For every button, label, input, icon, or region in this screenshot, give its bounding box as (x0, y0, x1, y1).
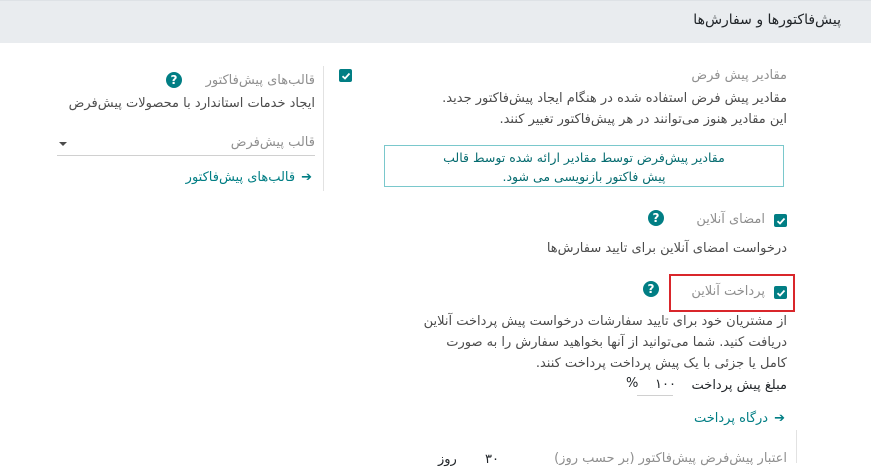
online-payment-line2: دریافت کنید. شما می‌توانید از آنها بخواهید سفارش را به صورت (446, 335, 787, 350)
column-divider (323, 66, 324, 191)
online-signature-help-icon[interactable]: ? (648, 210, 664, 226)
default-template-select[interactable] (57, 133, 315, 156)
default-values-title: مقادیر پیش فرض (691, 68, 787, 83)
online-payment-line3: کامل یا جزئی با یک پیش پرداخت پرداخت کنند. (535, 356, 787, 371)
alert-line1: مقادیر پیش‌فرض توسط مقادیر ارائه شده توسط قالب (443, 150, 725, 165)
percent-sign: % (626, 376, 639, 391)
settings-section-header (0, 0, 871, 43)
templates-help-icon[interactable]: ? (166, 72, 182, 88)
prepayment-label: مبلغ پیش پرداخت (691, 378, 787, 393)
arrow-right-icon: ➔ (301, 170, 312, 185)
template-select-placeholder: قالب پیش‌فرض (230, 135, 315, 150)
column-divider-lower (796, 430, 797, 463)
templates-description: ایجاد خدمات استاندارد با محصولات پیش‌فرض (68, 96, 315, 111)
online-signature-label: امضای آنلاین (696, 212, 765, 227)
default-values-line2: این مقادیر هنوز می‌توانند در هر پیش‌فاکتور تغییر کنند. (499, 112, 787, 127)
templates-title: قالب‌های پیش‌فاکتور (205, 73, 315, 88)
payment-gateway-label: درگاه پرداخت (693, 411, 769, 426)
templates-link[interactable] (186, 170, 312, 185)
chevron-down-icon (59, 142, 67, 146)
payment-gateway-link[interactable] (694, 411, 785, 426)
online-signature-checkbox[interactable] (774, 214, 787, 227)
online-payment-label: پرداخت آنلاین (691, 284, 765, 299)
prepayment-value: ۱۰۰ (655, 377, 676, 392)
templates-link-label: قالب‌های پیش‌فاکتور (185, 170, 296, 185)
section-title: پیش‌فاکتورها و سفارش‌ها (693, 12, 841, 28)
alert-line2: پیش فاکتور بازنویسی می شود. (502, 169, 666, 184)
quotation-validity-value[interactable]: ۳۰ (485, 452, 499, 467)
online-payment-checkbox[interactable] (774, 286, 787, 299)
template-override-alert (384, 145, 784, 187)
online-payment-help-icon[interactable]: ? (643, 281, 659, 297)
quotation-validity-unit: روز (438, 452, 457, 467)
arrow-right-icon: ➔ (774, 411, 785, 426)
online-payment-line1: از مشتریان خود برای تایید سفارشات درخواست پیش پرداخت آنلاین (423, 314, 787, 329)
default-values-checkbox[interactable] (339, 69, 352, 82)
default-values-line1: مقادیر پیش فرض استفاده شده در هنگام ایجاد پیش‌فاکتور جدید. (442, 91, 787, 106)
online-signature-description: درخواست امضای آنلاین برای تایید سفارش‌ها (546, 241, 787, 256)
quotation-validity-label: اعتبار پیش‌فرض پیش‌فاکتور (بر حسب روز) (554, 451, 787, 466)
